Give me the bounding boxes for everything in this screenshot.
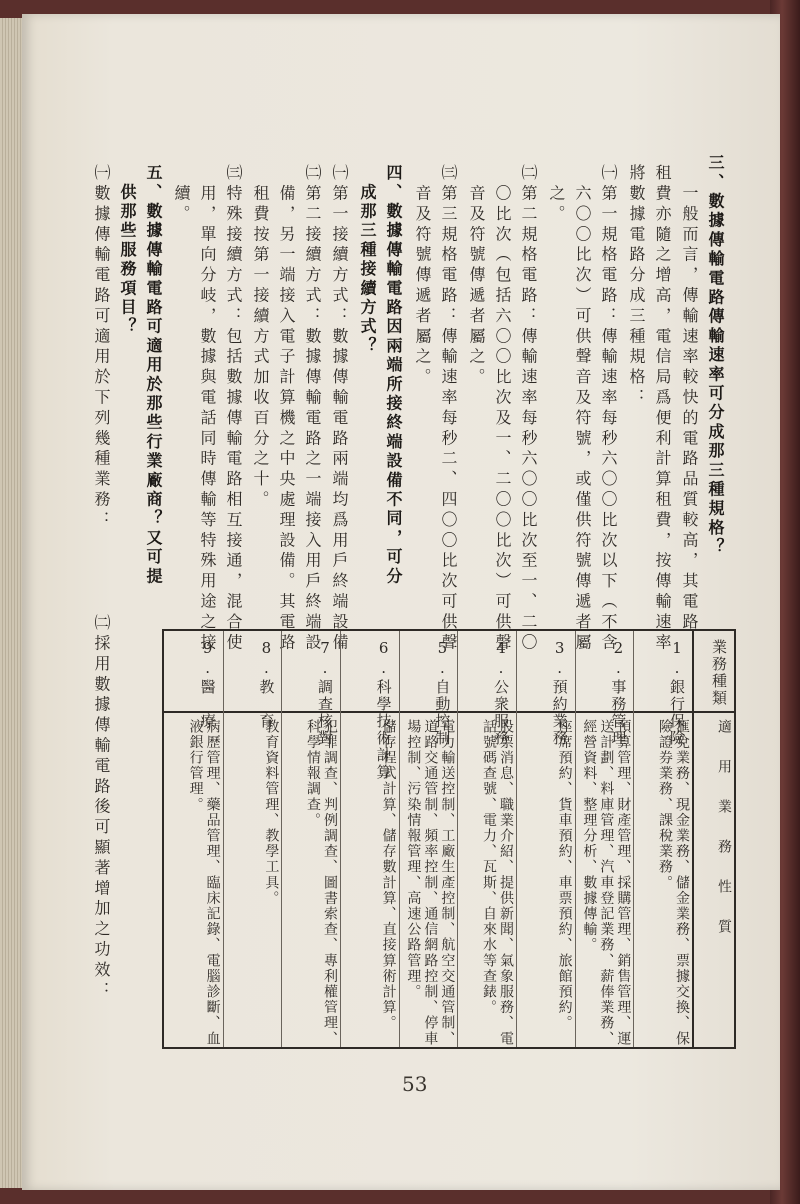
section-heading: 成那三種接續方式？: [358, 164, 377, 356]
text-column: 將數據電路分成三種規格：: [627, 164, 646, 409]
row-category: 9.醫 療: [198, 639, 217, 730]
text-column: ㈢第三規格電路：傳輸速率每秒二、四〇〇比次可供聲: [439, 164, 458, 654]
text-column: 用，單向分岐，數據與電話同時傳輸等特殊用途之接: [198, 164, 217, 654]
section-heading: 供那些服務項目？: [118, 164, 137, 337]
text-column: 〇比次（包括六〇〇比次及一、二〇〇比次）可供聲: [493, 164, 512, 654]
section-heading: 五、數據傳輸電路可適用於那些行業廠商？又可提: [144, 164, 163, 587]
row-category: 8.教 育: [257, 639, 276, 730]
business-types-table: [162, 629, 736, 1049]
text-column: ㈡採用數據傳輸電路後可顯著增加之功效：: [92, 614, 111, 1002]
table-row: [457, 631, 516, 1047]
row-category: 6.科學技術計算: [374, 639, 393, 781]
row-description: 股票消息、職業介紹、提供新聞、氣象服務、電話號碼查號、電力、瓦斯、自來水等查錶。: [481, 719, 514, 1047]
row-description: 病歷管理、藥品管理、臨床記錄、電腦診斷、血液銀行管理。: [187, 719, 221, 1047]
table-row: [399, 631, 458, 1047]
row-category: 4.公衆服務: [492, 639, 510, 747]
row-category: 5.自動控制: [433, 639, 452, 747]
text-column: 續。: [172, 164, 191, 226]
table-row: [223, 631, 282, 1047]
row-description: 電力輸送控制、工廠生產控制、航空交通管制、道路交通管制、頻率控制、通信網路控制、停車場控制、污染情報管理、高速公路管理。: [405, 719, 456, 1047]
row-description: 預算管理、財產管理、採購管理、銷售管理、運送計劃、料庫管理、汽車登記業務、薪俸業務、經營資料、整理分析、數據傳輸。: [581, 719, 632, 1047]
row-description: 犯罪調查、判例調查、圖書索查、專利權管理、科學情報調查。: [305, 719, 338, 1047]
table-header-column: [692, 631, 734, 1047]
table-row: [633, 631, 692, 1047]
text-column: 之。: [547, 164, 566, 226]
text-column: 音及符號傳遞者屬之。: [413, 164, 432, 389]
book-page: [22, 14, 780, 1190]
text-column: 六〇〇比次）可供聲音及符號，或僅供符號傳遞者屬: [573, 164, 592, 654]
table-row: [164, 631, 223, 1047]
row-description: 滙兌業務、現金業務、儲金業務、票據交換、保險證券業務、課稅業務。: [657, 719, 690, 1047]
header-description: 適 用 業 務 性 質: [716, 719, 732, 939]
header-category: 業務種類: [710, 639, 728, 707]
row-category: 3.預約業務: [550, 639, 569, 747]
text-column: 租費亦隨之增高，電信局爲便利計算租費，按傳輸速率: [653, 164, 672, 654]
section-heading: 四、數據傳輸電路因兩端所接終端設備不同，可分: [384, 164, 403, 587]
table-row: [281, 631, 340, 1047]
section-heading: 三、數據傳輸電路傳輸速率可分成那三種規格？: [706, 154, 725, 558]
row-category: 2.事務管理: [609, 639, 628, 747]
table-row: [516, 631, 575, 1047]
page-number: 53: [402, 1072, 428, 1096]
text-column: ㈢特殊接續方式：包括數據傳輸電路相互接通，混合使: [224, 164, 243, 654]
text-column: 備，另一端接入電子計算機之中央處理設備。其電路: [277, 164, 296, 654]
text-column: 租費按第一接續方式加收百分之十。: [251, 164, 270, 511]
row-category: 1.銀行保險: [668, 639, 686, 747]
table-row: [340, 631, 399, 1047]
text-column: ㈡第二規格電路：傳輸速率每秒六〇〇比次至一、二〇: [519, 164, 538, 654]
text-column: 一般而言，傳輸速率較快的電路品質較高，其電路: [680, 164, 699, 634]
text-column: ㈠第一接續方式：數據傳輸電路兩端均爲用戶終端設備: [330, 164, 349, 654]
text-column: ㈠數據傳輸電路可適用於下列幾種業務：: [92, 164, 111, 532]
text-column: 音及符號傳遞者屬之。: [467, 164, 486, 389]
row-description: 座席預約、貨車預約、車票預約、旅館預約。: [556, 719, 573, 1031]
text-column: ㈡第二接續方式：數據傳輸電路之一端接入用戶終端設: [303, 164, 322, 654]
row-category: 7.調查核對: [316, 639, 334, 747]
row-description: 儲存程式計算、儲存數計算、直接算術計算。: [380, 719, 397, 1031]
text-column: ㈠第一規格電路：傳輸速率每秒六〇〇比次以下（不含: [599, 164, 618, 654]
row-description: 教育資料管理、教學工具。: [263, 719, 280, 907]
table-row: [575, 631, 634, 1047]
